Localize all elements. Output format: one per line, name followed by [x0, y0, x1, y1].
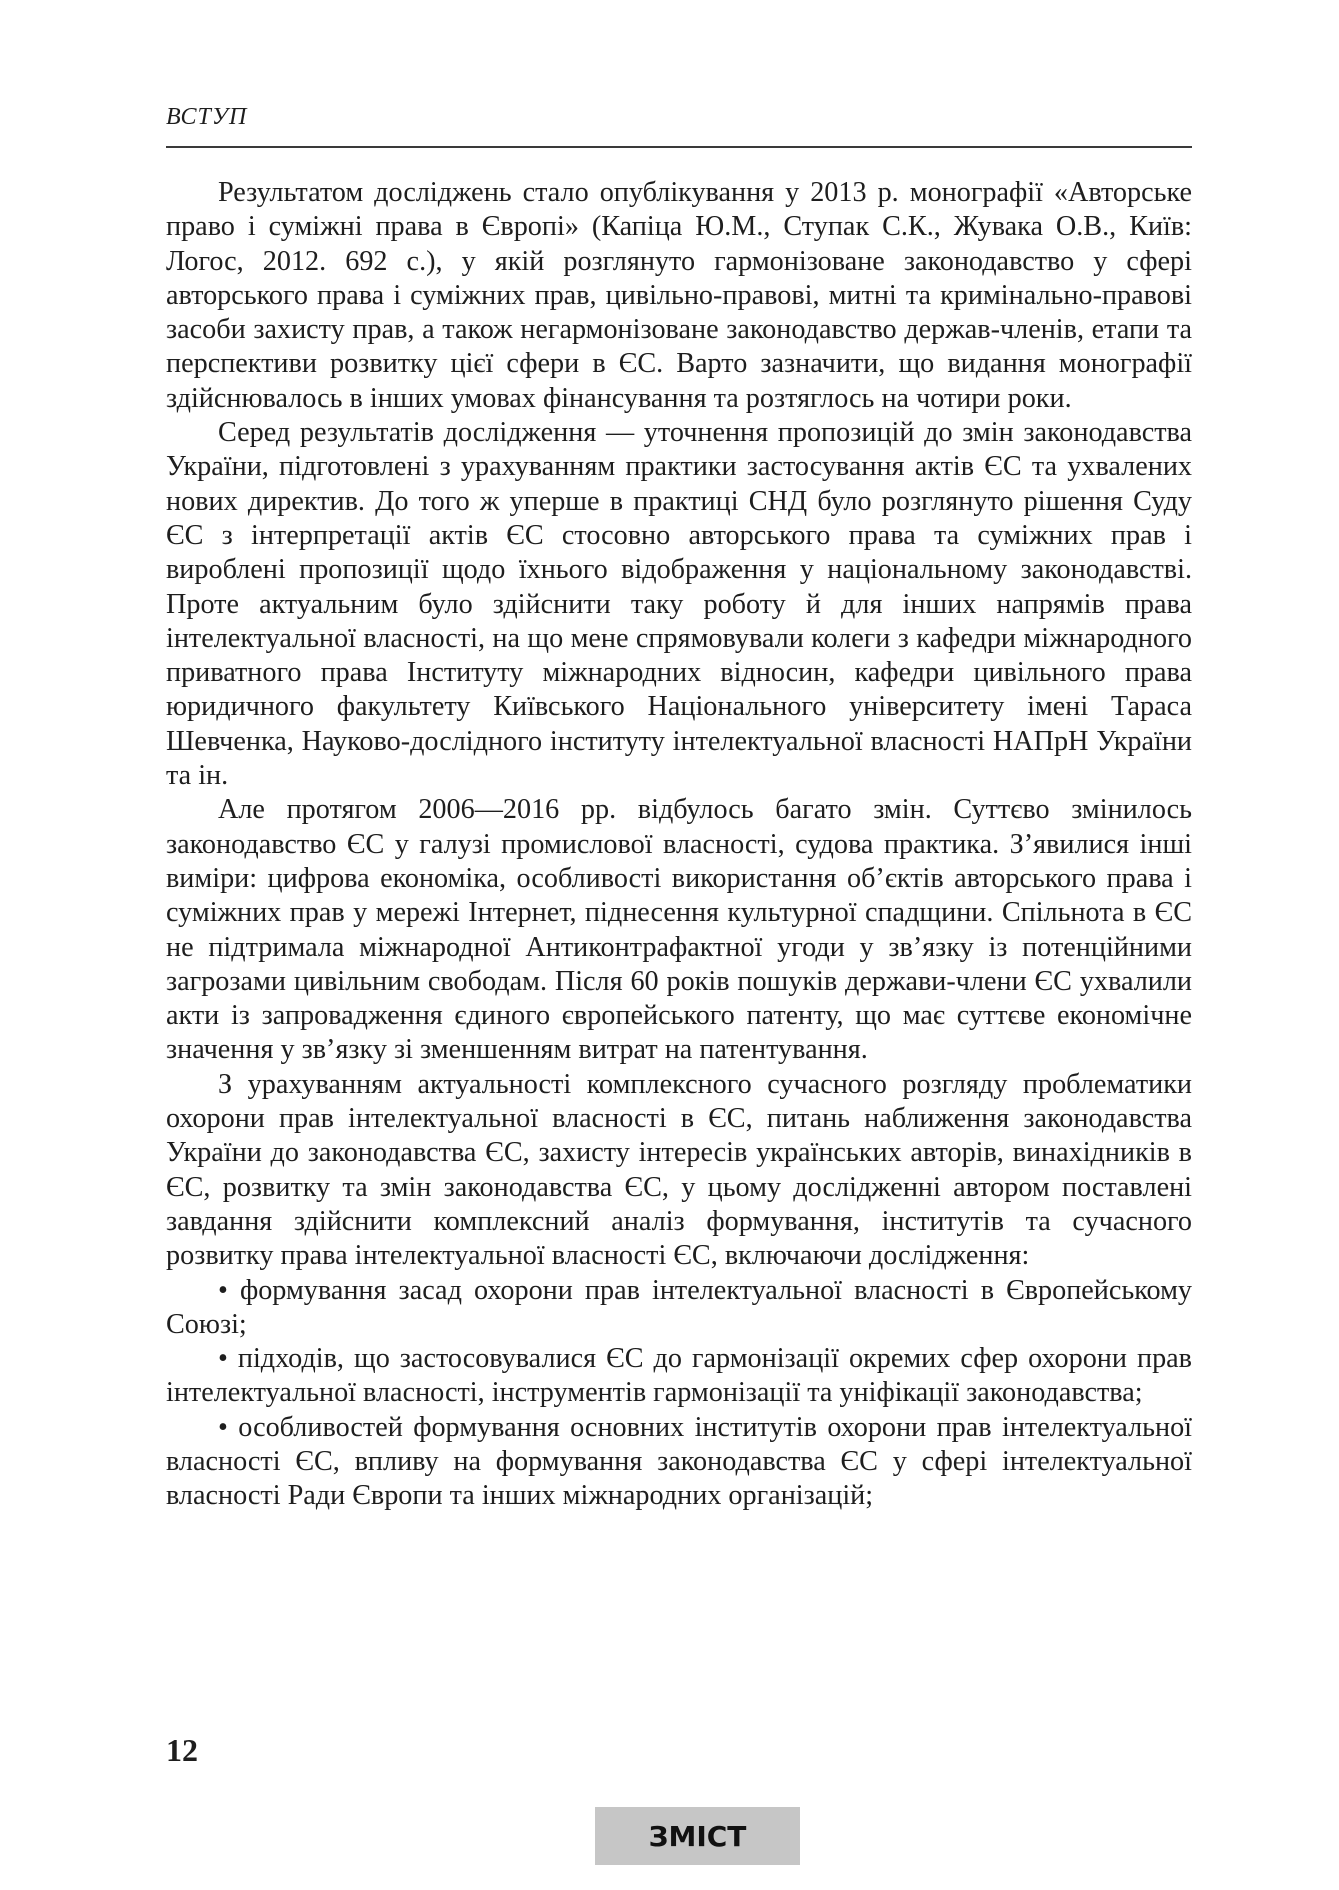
- bullet-item: • підходів, що застосовувалися ЄС до гармонізації окремих сфер охорони прав інтелектуальної власності, інструментів гармонізації та уніфікації законодавства;: [166, 1343, 1192, 1409]
- bullet-item: • формування засад охорони прав інтелектуальної власності в Європейському Союзі;: [166, 1274, 1192, 1340]
- table-of-contents-button[interactable]: ЗМІСТ: [595, 1807, 800, 1865]
- section-title: ВСТУП: [166, 104, 248, 130]
- paragraph: Результатом досліджень стало опублікування у 2013 р. монографії «Авторське право і суміжні права в Європі» (Капіца Ю.М., Ступак С.К., Жувака О.В., Київ: Логос, 2012. 692 с.), у якій розглянуто гармонізоване законодавство у сфері авторського права і суміжних прав, цивільно-правові, митні та кримінально-правові засоби захисту прав, а також негармонізоване законодавство держав-членів, етапи та перспективи розвитку цієї сфери в ЄС. Варто зазначити, що видання монографії здійснювалось в інших умовах фінансування та розтяглось на чотири роки.: [166, 177, 1192, 414]
- paragraph: З урахуванням актуальності комплексного сучасного розгляду проблематики охорони прав інтелектуальної власності в ЄС, питань наближення законодавства України до законодавства ЄС, захисту інтересів українських авторів, винахідників в ЄС, розвитку та змін законодавства ЄС, у цьому дослідженні автором поставлені завдання здійснити комплексний аналіз формування, інститутів та сучасного розвитку права інтелектуальної власності ЄС, включаючи дослідження:: [166, 1068, 1192, 1272]
- header-divider: [166, 146, 1192, 148]
- page-number: 12: [166, 1732, 198, 1768]
- body-text: [166, 176, 1192, 1514]
- paragraph: Серед результатів дослідження — уточнення пропозицій до змін законодавства України, підготовлені з урахуванням практики застосування актів ЄС та ухвалених нових директив. До того ж уперше в практиці СНД було розглянуто рішення Суду ЄС з інтерпретації актів ЄС стосовно авторського права та суміжних прав і вироблені пропозиції щодо їхнього відображення у національному законодавстві. Проте актуальним було здійснити таку роботу й для інших напрямів права інтелектуальної власності, на що мене спрямовували колеги з кафедри міжнародного приватного права Інституту міжнародних відносин, кафедри цивільного права юридичного факультету Київського Національного університету імені Тараса Шевченка, Науково-дослідного інституту інтелектуальної власності НАПрН України та ін.: [166, 417, 1192, 792]
- bullet-item: • особливостей формування основних інститутів охорони прав інтелектуальної власності ЄС, впливу на формування законодавства ЄС у сфері інтелектуальної власності Ради Європи та інших міжнародних організацій;: [166, 1411, 1192, 1512]
- paragraph: Але протягом 2006—2016 рр. відбулось багато змін. Суттєво змінилось законодавство ЄС у галузі промислової власності, судова практика. З’явилися інші виміри: цифрова економіка, особливості використання об’єктів авторського права і суміжних прав у мережі Інтернет, піднесення культурної спадщини. Спільнота в ЄС не підтримала міжнародної Антиконтрафактної угоди у зв’язку із потенційними загрозами цивільним свободам. Після 60 років пошуків держави-члени ЄС ухвалили акти із запровадження єдиного європейського патенту, що має суттєве економічне значення у зв’язку зі зменшенням витрат на патентування.: [166, 794, 1192, 1066]
